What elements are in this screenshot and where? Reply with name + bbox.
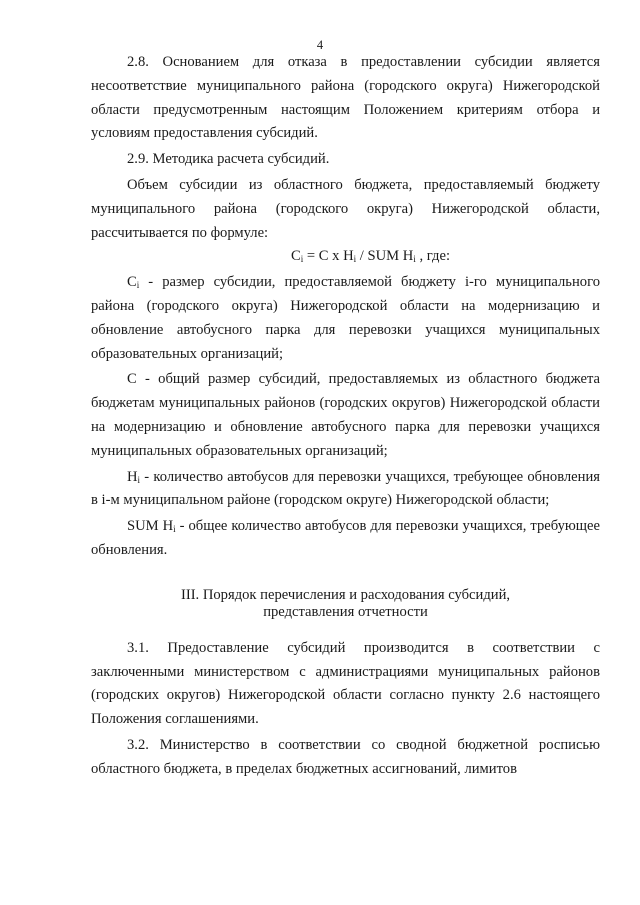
paragraph-2-8: 2.8. Основанием для отказа в предоставлении субсидии является несоответствие муниципального района (городского округа) Нижегородской области предусмотренным настоящим Положением критериям отбора и условиям предоставления субсидий. xyxy=(91,54,600,142)
definition-ci-text: - размер субсидии, предоставляемой бюджету i-го муниципального района (городского округа) Нижегородской области на модернизацию и обновление автобусного парка для перевозки учащихся муниципальных образовательных организаций; xyxy=(91,274,600,362)
section-3-heading-line1: III. Порядок перечисления и расходования субсидий, xyxy=(180,586,511,603)
formula-sub-i3: i xyxy=(413,254,416,265)
paragraph-3-2: 3.2. Министерство в соответствии со сводной бюджетной росписью областного бюджета, в пределах бюджетных ассигнований, лимитов xyxy=(91,736,600,777)
paragraph-3-1: 3.1. Предоставление субсидий производится в соответствии с заключенными министерством с администрациями муниципальных районов (городских округов) Нижегородской области согласно пункту 2.6 настоящего Положения соглашениями. xyxy=(91,639,600,728)
paragraph-volume: Объем субсидии из областного бюджета, предоставляемый бюджету муниципального района (городского округа) Нижегородской области, рассчитывается по формуле: xyxy=(91,176,600,241)
document-body xyxy=(91,51,600,782)
section-3-heading-line2: представления отчетности xyxy=(263,603,428,620)
formula-eq: = C x H xyxy=(303,248,354,265)
definition-c: C - общий размер субсидий, предоставляемых из областного бюджета бюджетам муниципальных районов (городских округов) Нижегородской области на модернизацию и обновление автобусного парка для перевозки учащихся муниципальных образовательных организаций; xyxy=(91,371,600,459)
definition-sum-symbol: SUM H xyxy=(127,518,174,535)
formula-sub-i2: i xyxy=(353,254,357,265)
formula xyxy=(91,245,600,269)
formula-c: C xyxy=(290,248,301,265)
definition-ci-symbol: C xyxy=(127,274,137,291)
definition-hi-text: - количество автобусов для перевозки учащихся, требующее обновления в i-м муниципальном районе (городском округе) Нижегородской области; xyxy=(91,468,600,509)
page-number: 4 xyxy=(316,38,324,52)
definition-ci-sub: i xyxy=(136,280,140,291)
formula-div: / SUM H xyxy=(356,248,414,265)
paragraph-2-9: 2.9. Методика расчета субсидий. xyxy=(127,151,330,168)
definition-hi xyxy=(91,466,600,514)
section-3-heading xyxy=(91,587,600,621)
definition-hi-sub: i xyxy=(137,474,141,485)
formula-tail: , где: xyxy=(415,248,451,265)
definition-ci xyxy=(91,271,600,366)
formula-sub-i: i xyxy=(300,254,304,265)
definition-sum-text: - общее количество автобусов для перевозки учащихся, требующее обновления. xyxy=(91,518,600,558)
definition-hi-symbol: H xyxy=(127,468,138,485)
definition-sum-sub: i xyxy=(173,524,176,535)
definition-sum xyxy=(91,515,600,563)
